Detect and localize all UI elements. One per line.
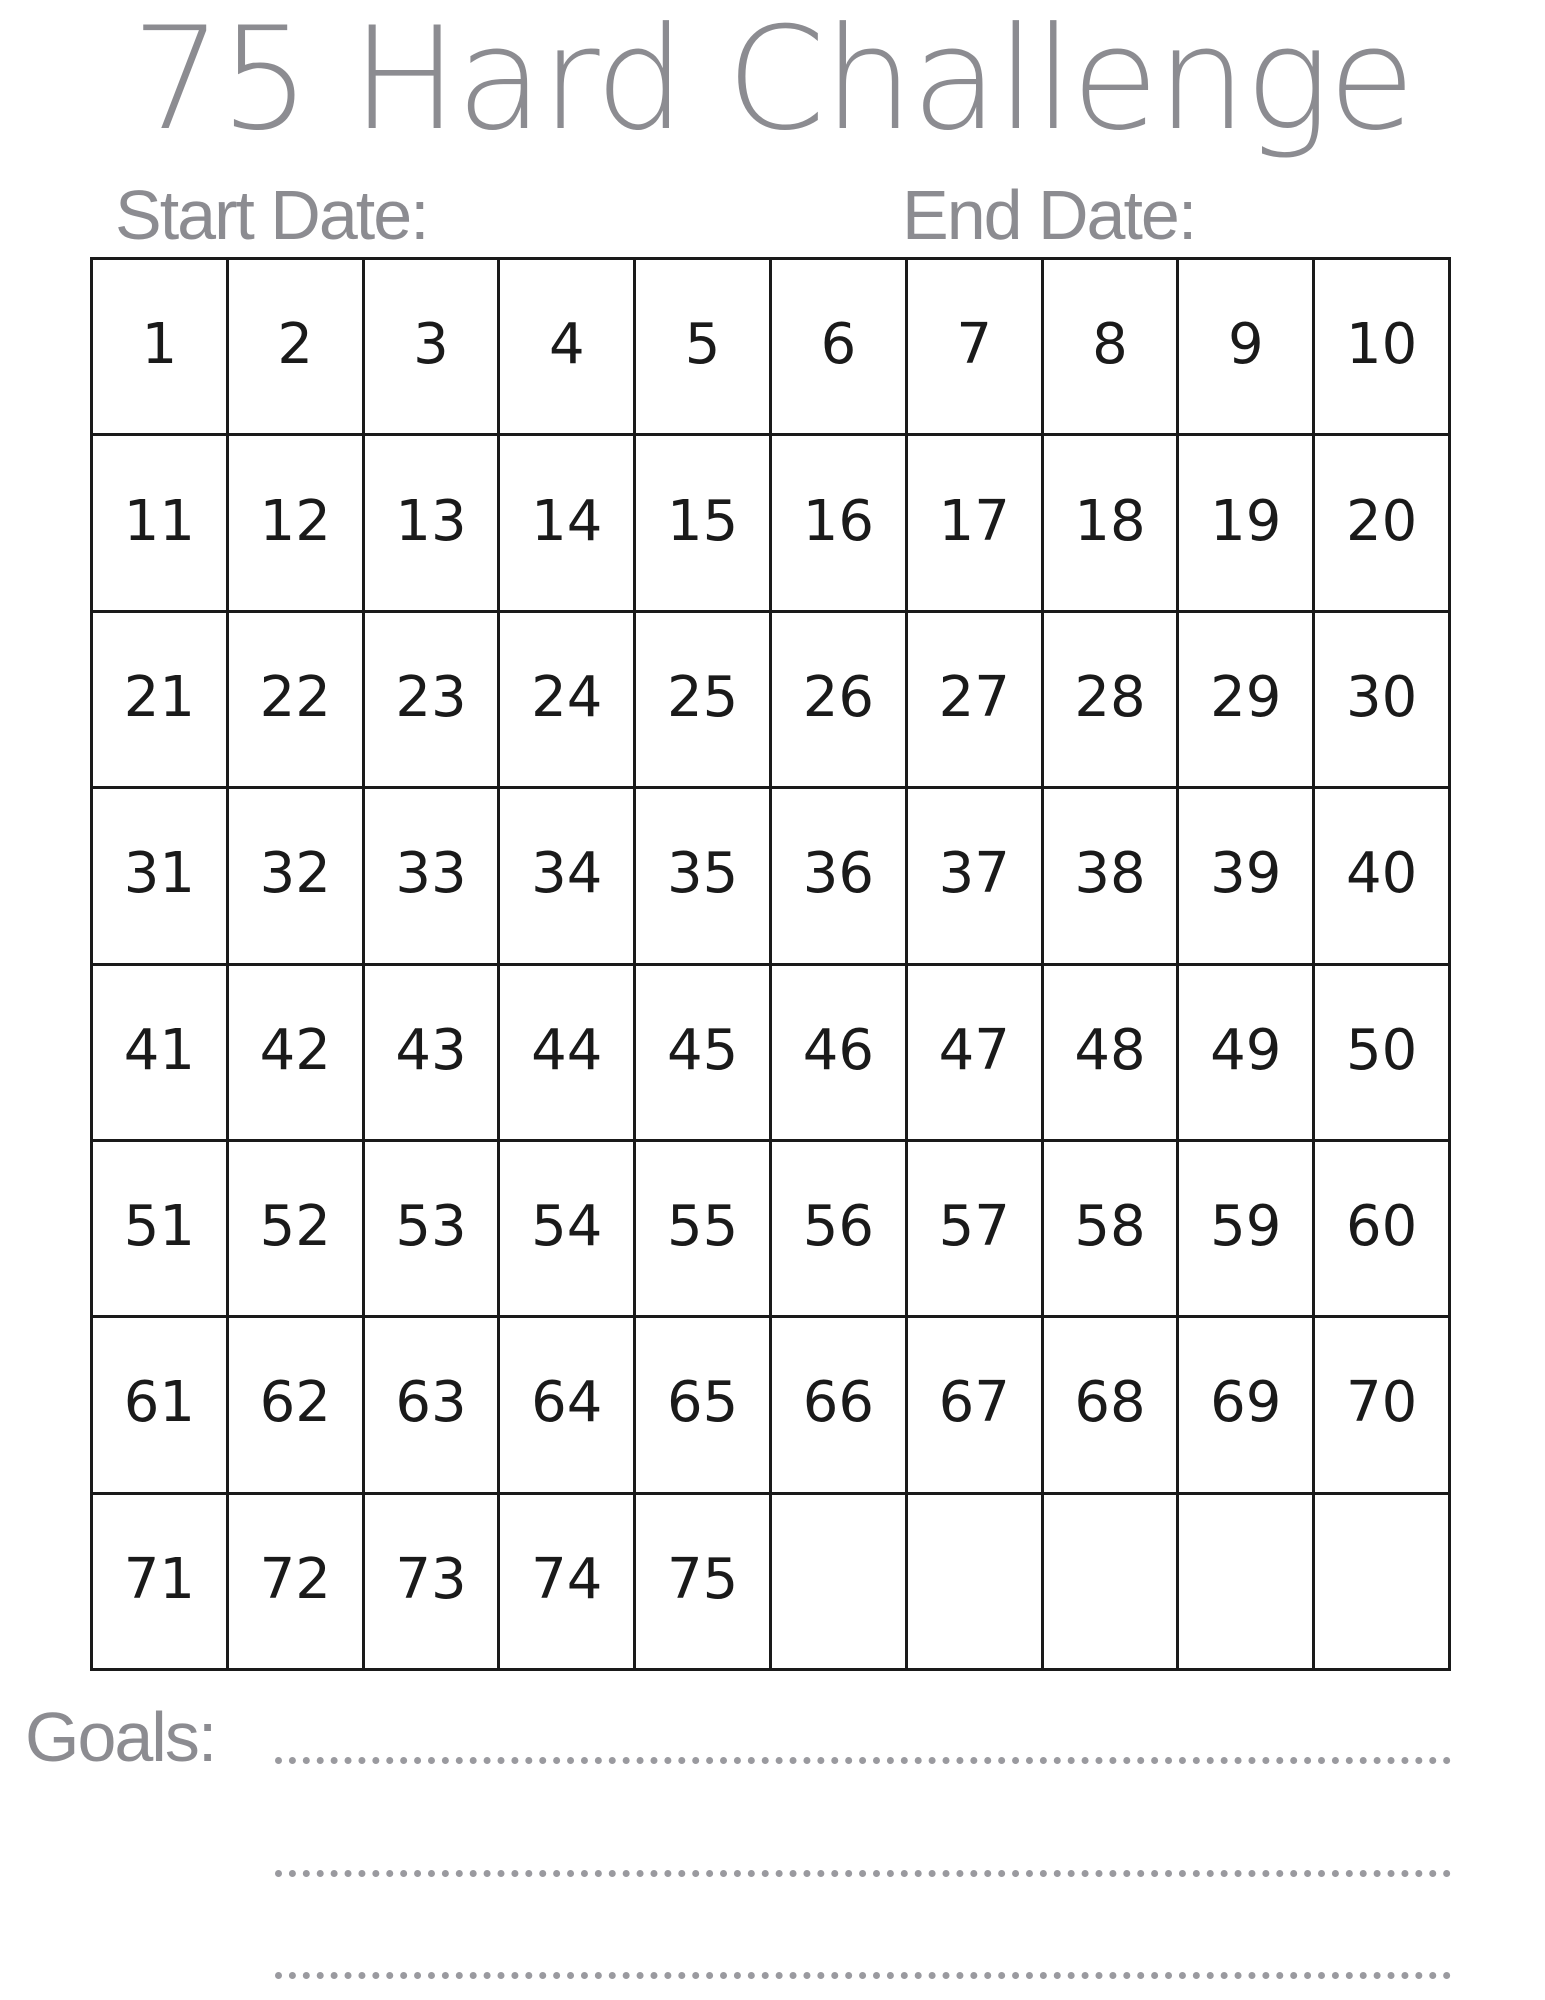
day-cell: 46 [772,966,908,1142]
day-cell: 67 [908,1318,1044,1494]
day-cell: 15 [636,436,772,612]
day-cell: 66 [772,1318,908,1494]
day-cell: 45 [636,966,772,1142]
day-cell: 10 [1315,260,1451,436]
day-cell: 64 [500,1318,636,1494]
day-cell: 75 [636,1495,772,1671]
day-cell: 33 [365,789,501,965]
day-cell: 26 [772,613,908,789]
day-cell: 18 [1044,436,1180,612]
day-cell: 65 [636,1318,772,1494]
day-cell: 55 [636,1142,772,1318]
day-cell: 14 [500,436,636,612]
day-cell: 22 [229,613,365,789]
day-cell: 35 [636,789,772,965]
day-cell: 11 [93,436,229,612]
day-cell: 3 [365,260,501,436]
day-cell: 58 [1044,1142,1180,1318]
day-cell: 1 [93,260,229,436]
start-date-label: Start Date: [115,176,428,254]
day-cell: 62 [229,1318,365,1494]
day-cell: 31 [93,789,229,965]
day-cell: 23 [365,613,501,789]
day-cell: 52 [229,1142,365,1318]
day-cell: 68 [1044,1318,1180,1494]
goal-line [275,1972,1451,1979]
day-cell: 60 [1315,1142,1451,1318]
goal-line [275,1870,1451,1877]
day-cell: 43 [365,966,501,1142]
goals-label: Goals: [25,1698,216,1776]
day-cell: 73 [365,1495,501,1671]
day-cell: 27 [908,613,1044,789]
day-cell: 44 [500,966,636,1142]
day-cell: 71 [93,1495,229,1671]
day-cell: 38 [1044,789,1180,965]
day-cell: 28 [1044,613,1180,789]
day-cell: 5 [636,260,772,436]
day-cell: 50 [1315,966,1451,1142]
day-cell: 53 [365,1142,501,1318]
day-cell: 39 [1179,789,1315,965]
day-cell: 20 [1315,436,1451,612]
day-cell: 30 [1315,613,1451,789]
day-cell: 70 [1315,1318,1451,1494]
day-cell: 74 [500,1495,636,1671]
day-cell: 21 [93,613,229,789]
day-cell: 41 [93,966,229,1142]
day-cell: 17 [908,436,1044,612]
day-cell: 24 [500,613,636,789]
day-cell: 48 [1044,966,1180,1142]
day-cell: 25 [636,613,772,789]
page-title: 75 Hard Challenge [131,0,1414,162]
day-cell: 34 [500,789,636,965]
day-cell: 54 [500,1142,636,1318]
empty-cell [1315,1495,1451,1671]
day-cell: 19 [1179,436,1315,612]
end-date-label: End Date: [902,176,1196,254]
day-cell: 42 [229,966,365,1142]
day-cell: 32 [229,789,365,965]
day-cell: 56 [772,1142,908,1318]
day-cell: 4 [500,260,636,436]
day-cell: 40 [1315,789,1451,965]
day-cell: 36 [772,789,908,965]
day-cell: 47 [908,966,1044,1142]
day-cell: 37 [908,789,1044,965]
day-cell: 8 [1044,260,1180,436]
day-cell: 49 [1179,966,1315,1142]
day-cell: 63 [365,1318,501,1494]
day-cell: 61 [93,1318,229,1494]
day-tracker-grid [90,257,1451,1671]
day-cell: 12 [229,436,365,612]
day-cell: 72 [229,1495,365,1671]
empty-cell [1044,1495,1180,1671]
day-cell: 6 [772,260,908,436]
day-cell: 59 [1179,1142,1315,1318]
day-cell: 69 [1179,1318,1315,1494]
empty-cell [1179,1495,1315,1671]
day-cell: 16 [772,436,908,612]
empty-cell [772,1495,908,1671]
empty-cell [908,1495,1044,1671]
day-cell: 7 [908,260,1044,436]
day-cell: 29 [1179,613,1315,789]
day-cell: 57 [908,1142,1044,1318]
day-cell: 13 [365,436,501,612]
goal-line [275,1757,1451,1764]
day-cell: 51 [93,1142,229,1318]
day-cell: 2 [229,260,365,436]
day-cell: 9 [1179,260,1315,436]
